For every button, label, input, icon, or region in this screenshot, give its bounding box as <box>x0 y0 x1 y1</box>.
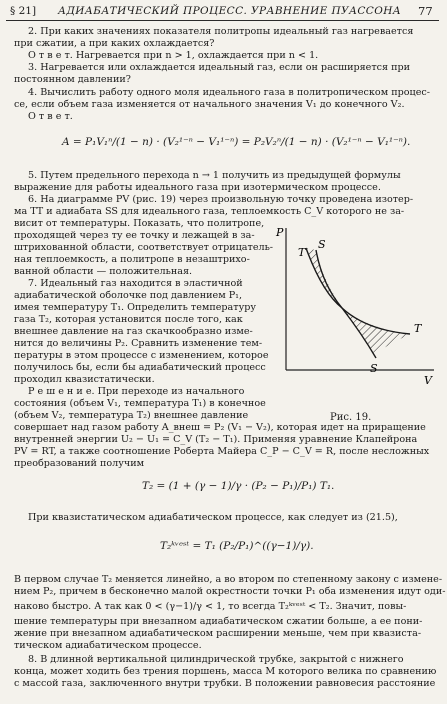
text-line: В первом случае T₂ меняется линейно, а во втором по степенному закону с измене- <box>14 574 443 585</box>
label-t-top: T <box>298 246 306 259</box>
text-line: проходил квазистатически. <box>14 374 155 385</box>
text-line: ванной области — положительная. <box>14 266 193 277</box>
text-line: с массой газа, заключенного внутри трубки. В положении равновесия расстояние <box>14 678 436 689</box>
text-line: 3. Нагревается или охлаждается идеальный газ, если он расширяется при <box>28 62 411 73</box>
text-line: внешнее давление на газ скачкообразно изме- <box>14 326 253 337</box>
label-s-bottom: S <box>370 362 378 375</box>
text-line: преобразований получим <box>14 458 145 469</box>
text-line: выражение для работы идеального газа при изотермическом процессе. <box>14 182 381 193</box>
text-line: 6. На диаграмме PV (рис. 19) через произвольную точку проведена изотер- <box>28 194 414 205</box>
figure-pv-diagram <box>270 222 442 410</box>
section-marker: § 21] <box>10 5 37 17</box>
text-line: 5. Путем предельного перехода n → 1 получить из предыдущей формулы <box>28 170 401 181</box>
label-s-top: S <box>318 238 326 251</box>
text-line: (объем V₂, температура T₂) внешнее давление <box>14 410 249 421</box>
isotherm-curve <box>316 250 410 334</box>
hatched-region-lower <box>342 308 410 354</box>
axis-label-p: P <box>276 226 284 239</box>
text-line: 4. Вычислить работу одного моля идеального газа в политропическом процес- <box>28 87 430 98</box>
text-line: шение температуры при внезапном адиабатическом сжатии больше, а ее пони- <box>14 616 423 627</box>
text-line: О т в е т. <box>28 111 73 122</box>
text-line: 8. В длинной вертикальной цилиндрической трубке, закрытой с нижнего <box>28 654 404 665</box>
text-line: тическом адиабатическом процессе. <box>14 640 202 651</box>
text-line: жение при внезапном адиабатическом расширении меньше, чем при квазиста- <box>14 628 422 639</box>
text-line: состояния (объем V₁, температура T₁) в конечное <box>14 398 266 409</box>
label-t-bottom: T <box>414 322 422 335</box>
text-line: газа T₂, которая установится после того, как <box>14 314 243 325</box>
t2-equation: T₂ = (1 + (γ − 1)/γ · (P₂ − P₁)/P₁) T₁. <box>142 480 335 492</box>
text-line: висит от температуры. Показать, что политропе, <box>14 218 265 229</box>
figure-caption: Рис. 19. <box>330 412 372 423</box>
text-line: се, если объем газа изменяется от начального значения V₁ до конечного V₂. <box>14 99 405 110</box>
text-line: штрихованной области, соответствует отрицатель- <box>14 242 274 253</box>
text-line: О т в е т. Нагревается при n > 1, охлаждается при n < 1. <box>28 50 319 61</box>
text-line: При квазистатическом адиабатическом процессе, как следует из (21.5), <box>28 512 398 523</box>
text-line: нием P₂, причем в бесконечно малой окрестности точки P₁ оба изменения идут оди- <box>14 586 446 597</box>
running-title: АДИАБАТИЧЕСКИЙ ПРОЦЕСС. УРАВНЕНИЕ ПУАССОНА <box>58 5 402 17</box>
page-number: 77 <box>418 4 433 18</box>
text-line: ная теплоемкость, а политропе в незаштрихо- <box>14 254 250 265</box>
text-line: PV = RT, а также соотношение Роберта Майера C_P − C_V = R, после несложных <box>14 446 430 457</box>
text-line: пературы в этом процессе с изменением, которое <box>14 350 269 361</box>
text-line: совершает над газом работу A_внеш = P₂ (V₁ − V₂), которая идет на приращение <box>14 422 426 433</box>
work-equation: A = P₁V₁ⁿ/(1 − n) · (V₂¹⁻ⁿ − V₁¹⁻ⁿ) = P₂V₂ⁿ/(1 − n) · (V₂¹⁻ⁿ − V₁¹⁻ⁿ). <box>62 136 411 148</box>
text-line: проходящей через ту ее точку и лежащей в за- <box>14 230 255 241</box>
text-line: 2. При каких значениях показателя политропы идеальный газ нагревается <box>28 26 414 37</box>
text-line: имея температуру T₁. Определить температуру <box>14 302 256 313</box>
text-line: конца, может ходить без трения поршень, масса M которого велика по сравнению <box>14 666 437 677</box>
text-line: наково быстро. А так как 0 < (γ−1)/γ < 1, то всегда T₂ᵏᵛᵉˢᵗ < T₂. Значит, повы- <box>14 601 407 612</box>
text-line: Р е ш е н и е. При переходе из начального <box>28 386 245 397</box>
text-line: внутренней энергии U₂ − U₁ = C_V (T₂ − T₁). Применяя уравнение Клапейрона <box>14 434 418 445</box>
text-line: при сжатии, а при каких охлаждается? <box>14 38 215 49</box>
text-line: 7. Идеальный газ находится в эластичной <box>28 278 243 289</box>
text-line: ма TT и адиабата SS для идеального газа, теплоемкость C_V которого не за- <box>14 206 405 217</box>
t2-quasistatic-equation: T₂ᵏᵛᵉˢᵗ = T₁ (P₂/P₁)^((γ−1)/γ). <box>160 540 314 552</box>
header-rule <box>6 20 439 21</box>
text-line: нится до величины P₂. Сравнить изменение тем- <box>14 338 263 349</box>
text-line: постоянном давлении? <box>14 74 131 85</box>
axis-label-v: V <box>424 374 432 387</box>
text-line: получилось бы, если бы адиабатический процесс <box>14 362 266 373</box>
text-line: адиабатической оболочке под давлением P₁, <box>14 290 243 301</box>
